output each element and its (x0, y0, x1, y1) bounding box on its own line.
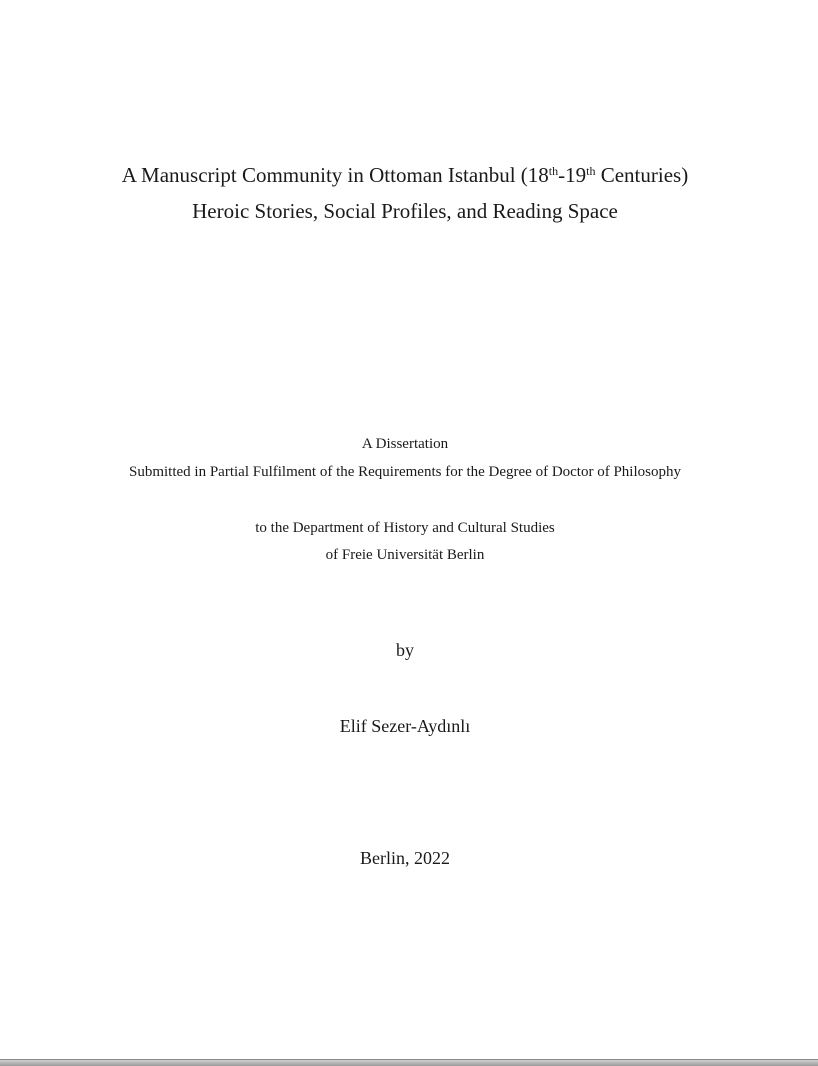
title-line-1 (0, 163, 814, 188)
page-bottom-edge (0, 1059, 818, 1066)
title-text-part-2: -19 (558, 163, 587, 187)
by-label: by (396, 640, 414, 660)
title-text-part-3: Centuries) (595, 163, 689, 187)
department-line: to the Department of History and Cultural Studies (255, 520, 555, 536)
submission-statement: Submitted in Partial Fulfilment of the Requirements for the Degree of Doctor of Philosophy (129, 464, 681, 480)
title-text-part-1: A Manuscript Community in Ottoman Istanbul (18 (121, 163, 549, 187)
dissertation-label: A Dissertation (361, 436, 449, 452)
title-superscript-1: th (548, 164, 559, 178)
title-superscript-2: th (586, 164, 596, 178)
author-name: Elif Sezer-Aydınlı (339, 716, 471, 736)
subtitle-line: Heroic Stories, Social Profiles, and Reading Space (192, 199, 618, 223)
place-and-date: Berlin, 2022 (360, 848, 450, 868)
university-line: of Freie Universität Berlin (325, 547, 485, 563)
